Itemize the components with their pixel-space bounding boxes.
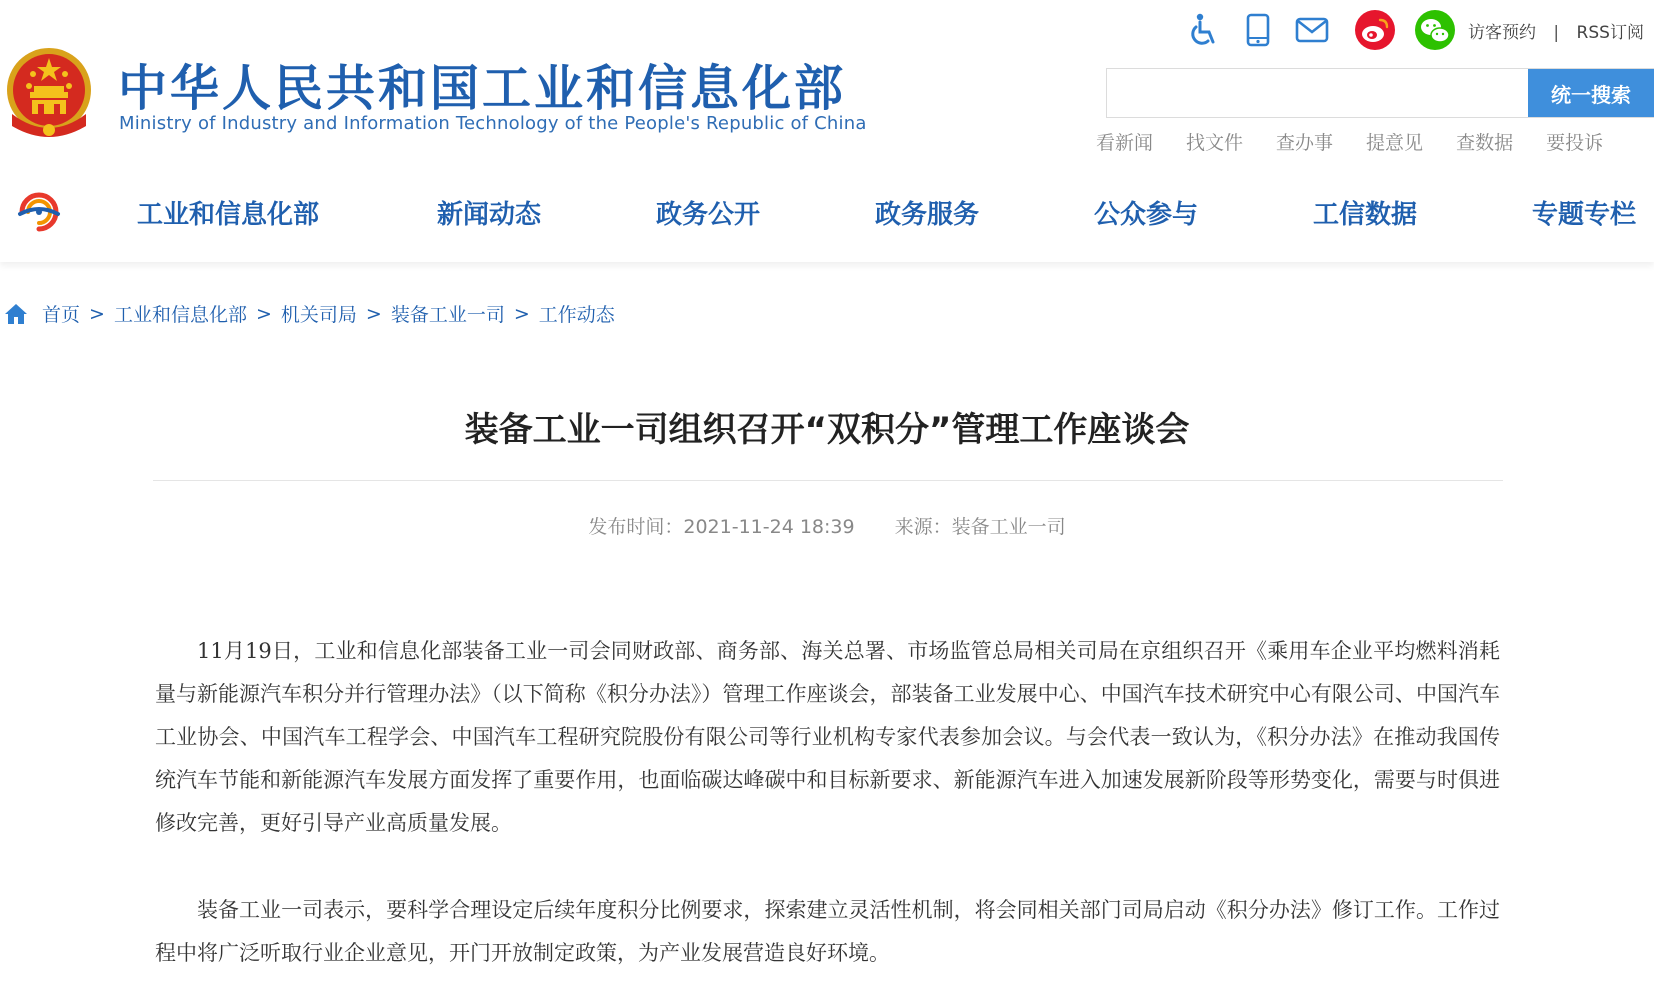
mail-icon[interactable] (1294, 12, 1330, 48)
site-title-en[interactable]: Ministry of Industry and Information Technology of the People's Republic of China (119, 113, 867, 134)
search-bar (1106, 68, 1654, 118)
breadcrumb-separator: > (365, 302, 382, 325)
breadcrumb-departments[interactable]: 机关司局 (280, 304, 357, 326)
breadcrumb-miit[interactable]: 工业和信息化部 (113, 304, 247, 326)
quick-link-news[interactable]: 看新闻 (1096, 132, 1154, 154)
breadcrumb (4, 300, 615, 327)
article-paragraph: 11月19日，工业和信息化部装备工业一司会同财政部、商务部、海关总署、市场监管总局相关司局在京组织召开《乘用车企业平均燃料消耗量与新能源汽车积分并行管理办法》（以下简称《积分办法》）管理工作座谈会，部装备工业发展中心、中国汽车技术研究中心有限公司、中国汽车工业协会、中国汽车工程学会、中国汽车工程研究院股份有限公司等行业机构专家代表参加会议。与会代表一致认为，《积分办法》在推动我国传统汽车节能和新能源汽车发展方面发挥了重要作用，也面临碳达峰碳中和目标新要求、新能源汽车进入加速发展新阶段等形势变化，需要与时俱进修改完善，更好引导产业高质量发展。 (155, 639, 1500, 835)
header-tool-links (1468, 18, 1644, 43)
quick-link-services[interactable]: 查办事 (1276, 132, 1334, 154)
article-body (155, 630, 1500, 1006)
weibo-icon[interactable] (1354, 9, 1396, 51)
site-title-cn[interactable]: 中华人民共和国工业和信息化部 (118, 60, 847, 117)
quick-link-files[interactable]: 找文件 (1186, 132, 1244, 154)
publish-time: 发布时间：2021-11-24 18:39 (588, 516, 855, 538)
nav-item-gov-services[interactable]: 政务服务 (875, 200, 980, 230)
national-emblem-icon[interactable] (2, 44, 96, 144)
breadcrumb-separator: > (255, 302, 272, 325)
quick-link-suggestions[interactable]: 提意见 (1366, 132, 1424, 154)
visitor-booking-link[interactable]: 访客预约 (1468, 23, 1536, 43)
nav-item-gov-affairs[interactable]: 政务公开 (656, 200, 761, 230)
breadcrumb-separator: > (513, 302, 530, 325)
nav-item-public[interactable]: 公众参与 (1094, 200, 1199, 230)
breadcrumb-equipment-dept[interactable]: 装备工业一司 (390, 304, 505, 326)
breadcrumb-work-news[interactable]: 工作动态 (538, 304, 615, 326)
quick-link-complaints[interactable]: 要投诉 (1546, 132, 1604, 154)
home-icon[interactable] (4, 303, 28, 325)
nav-item-news[interactable]: 新闻动态 (437, 200, 542, 230)
breadcrumb-home[interactable]: 首页 (42, 304, 81, 326)
quick-links (1096, 128, 1603, 155)
article-paragraph: 装备工业一司表示，要科学合理设定后续年度积分比例要求，探索建立灵活性机制，将会同相关部门司局启动《积分办法》修订工作。工作过程中将广泛听取行业企业意见，开门开放制定政策，为产业发展营造良好环境。 (155, 898, 1500, 965)
article-source: 来源：装备工业一司 (894, 516, 1066, 538)
nav-item-topics[interactable]: 专题专栏 (1532, 200, 1637, 230)
site-header (0, 0, 1654, 262)
wechat-icon[interactable] (1414, 9, 1456, 51)
breadcrumb-separator: > (89, 302, 105, 325)
tool-separator: | (1553, 23, 1560, 43)
accessibility-icon[interactable] (1186, 12, 1222, 48)
rss-link[interactable]: RSS订阅 (1576, 23, 1644, 43)
quick-link-data[interactable]: 查数据 (1456, 132, 1514, 154)
unified-search-button[interactable]: 统一搜索 (1528, 69, 1654, 117)
main-nav (0, 194, 1654, 234)
search-input[interactable] (1107, 69, 1528, 117)
header-tool-icons (1186, 12, 1474, 48)
nav-item-data[interactable]: 工信数据 (1313, 200, 1418, 230)
article-title: 装备工业一司组织召开“双积分”管理工作座谈会 (464, 410, 1190, 450)
article-meta (0, 512, 1654, 539)
mobile-icon[interactable] (1240, 12, 1276, 48)
nav-item-miit[interactable]: 工业和信息化部 (137, 200, 320, 230)
title-divider (153, 480, 1503, 481)
